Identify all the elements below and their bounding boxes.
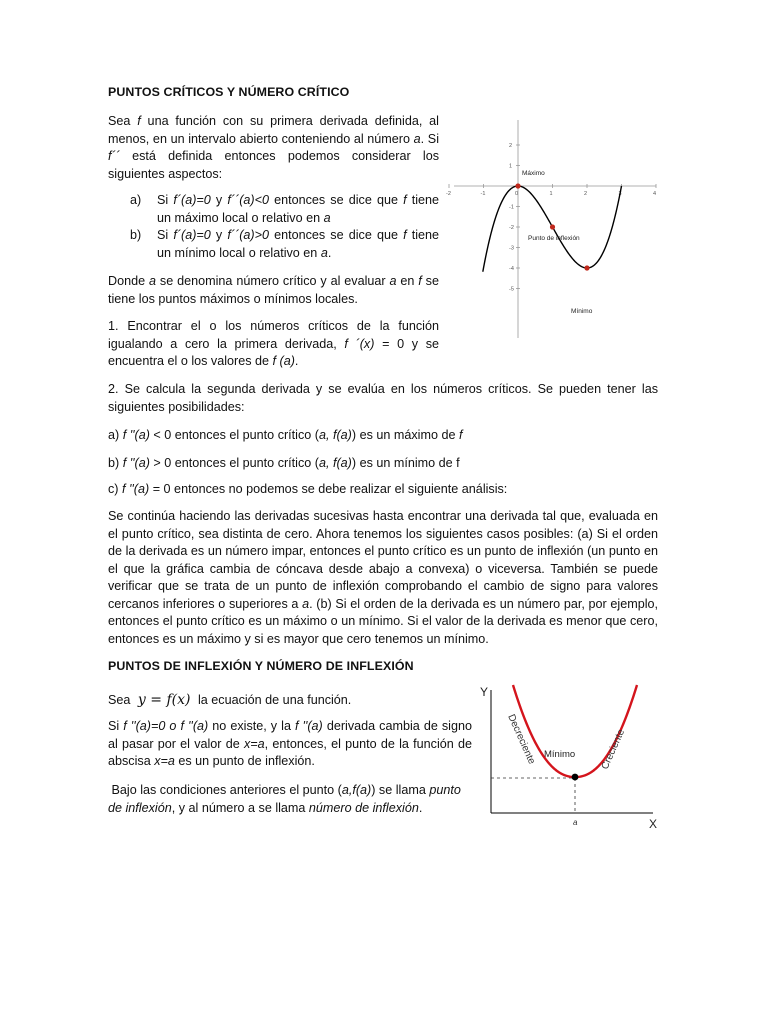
y-tick-label: -2 bbox=[509, 225, 514, 231]
donde-paragraph: Donde a se denomina número crítico y al evaluar a en f se tiene los puntos máximos o mínimos locales. bbox=[108, 274, 439, 306]
step2-paragraph: 2. Se calcula la segunda derivada y se evalúa en los números críticos. Se pueden tener las siguientes posibilidades: bbox=[108, 382, 658, 414]
section-heading-inflection: PUNTOS DE INFLEXIÓN Y NÚMERO DE INFLEXIÓN bbox=[108, 659, 414, 673]
cubic-graph bbox=[446, 116, 660, 346]
label-punto-inflexion: Punto de inflexión bbox=[528, 235, 580, 242]
label-creciente: Creciente bbox=[599, 727, 628, 772]
inflection-condition-paragraph: Si f ''(a)=0 o f ''(a) no existe, y la f ''(a) derivada cambia de signo al pasar por el valor de x=a, entonces, el punto de la función de abscisa x=a es un punto de inflexión. bbox=[108, 719, 472, 768]
min-point bbox=[584, 265, 589, 270]
intro-paragraph: Sea f una función con su primera derivada definida, al menos, en un intervalo abierto conteniendo al número a. Si f´´ está definida entonces podemos considerar los siguientes aspectos: bbox=[108, 114, 440, 181]
x-tick-label: 2 bbox=[584, 191, 588, 197]
analysis-paragraph: Se continúa haciendo las derivadas sucesivas hasta encontrar una derivada tal que, evaluada en el punto crítico, sea distinta de cero. Ahora tenemos los siguientes casos posibles: (a) Si el orden de la derivada es un número impar, entonces el punto crítico es un punto de inflexión (un punto en el que la gráfica cambia de cóncava desde abajo a convexa) o viceversa. También se puede verificar que se trata de un punto de inflexión comprobando el cambio de signo para valores cercanos inferiores o superiores a a. (b) Si el orden de la derivada es un número par, por ejemplo, entonces el punto crítico es un máximo o un mínimo. Si el valor de la derivada es menor que cero, entonces es un máximo y si es mayor que cero tenemos un mínimo. bbox=[108, 509, 658, 646]
x-tick-label: 1 bbox=[549, 191, 553, 197]
label-maximo: Máximo bbox=[522, 170, 545, 177]
x-tick-label: 0 bbox=[515, 191, 519, 197]
label-decreciente: Decreciente bbox=[505, 712, 538, 766]
label-minimo: Mínimo bbox=[571, 308, 593, 315]
a-label: a bbox=[573, 818, 578, 827]
y-tick-label: 1 bbox=[509, 163, 513, 170]
x-axis-label: X bbox=[649, 817, 658, 831]
label-minimo-2: Mínimo bbox=[544, 749, 576, 760]
y-axis-label: Y bbox=[480, 685, 489, 699]
x-tick-label: 3 bbox=[618, 191, 622, 197]
option-b: b) f ''(a) > 0 entonces el punto crítico (a, f(a)) es un mínimo de f bbox=[108, 456, 460, 470]
max-point bbox=[515, 183, 520, 188]
bajo-paragraph: Bajo las condiciones anteriores el punto (a,f(a)) se llama punto de inflexión, y al número a se llama número de inflexión. bbox=[108, 783, 461, 815]
x-tick-label: -1 bbox=[480, 191, 486, 197]
formula-y-fx: y = f(x) bbox=[137, 692, 191, 708]
y-tick-label: -5 bbox=[509, 286, 514, 293]
case-item: b) Si f´(a)=0 y f´´(a)>0 entonces se dice que f tiene un mínimo local o relativo en a. bbox=[130, 228, 440, 260]
option-a: a) f ''(a) < 0 entonces el punto crítico (a, f(a)) es un máximo de f bbox=[108, 428, 463, 442]
x-tick-label: 4 bbox=[653, 191, 657, 197]
minimum-point bbox=[572, 774, 579, 781]
y-tick-label: -4 bbox=[509, 266, 514, 272]
step1-paragraph: 1. Encontrar el o los números críticos de la función igualando a cero la primera derivada, f ´(x) = 0 y se encuentra el o los valores de f (a). bbox=[108, 319, 440, 368]
x-tick-label: -2 bbox=[446, 191, 451, 197]
section-heading-critical: PUNTOS CRÍTICOS Y NÚMERO CRÍTICO bbox=[108, 85, 350, 99]
case-item: a) Si f´(a)=0 y f´´(a)<0 entonces se dice que f tiene un máximo local o relativo en a bbox=[130, 193, 440, 225]
parabola-graph bbox=[475, 678, 665, 831]
case-list bbox=[130, 192, 439, 262]
y-tick-label: -3 bbox=[509, 245, 514, 252]
sea-line: Sea y = f(x) la ecuación de una función. bbox=[108, 692, 352, 708]
y-tick-label: -1 bbox=[509, 204, 514, 211]
y-tick-label: 2 bbox=[509, 143, 513, 149]
inflection-point bbox=[550, 224, 555, 229]
option-c: c) f ''(a) = 0 entonces no podemos se debe realizar el siguiente análisis: bbox=[108, 482, 508, 496]
